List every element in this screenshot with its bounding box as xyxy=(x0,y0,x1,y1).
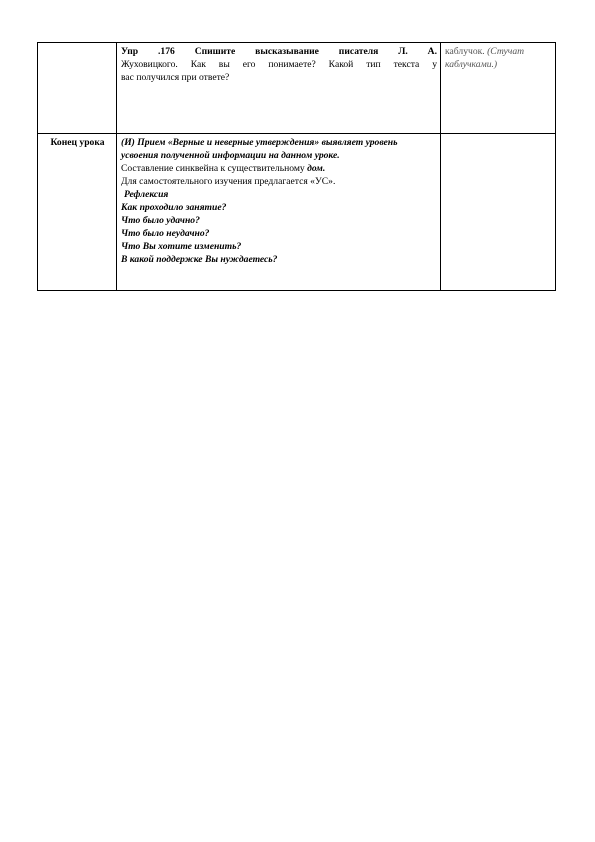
intro-bold: (И) Прием «Верные и неверные утверждения» xyxy=(121,137,320,148)
reflection-question: Как проходило занятие? xyxy=(121,202,227,213)
exercise-line-2: Жуховицкого. Как вы его понимаете? Какой тип текста у xyxy=(121,59,437,70)
note-cell xyxy=(441,43,556,134)
content-cell xyxy=(117,134,441,291)
self-study-line: Для самостоятельного изучения предлагается «УС». xyxy=(121,176,336,187)
note-plain: каблучок. xyxy=(445,46,488,57)
reflection-question: Что было удачно? xyxy=(121,215,200,226)
syncwine-line xyxy=(121,162,437,175)
stage-cell xyxy=(38,43,117,134)
exercise-line-1: Упр .176 Спишите высказывание писателя Л. А. xyxy=(121,46,437,57)
reflection-question: Что было неудачно? xyxy=(121,228,210,239)
table-row xyxy=(38,43,556,134)
note-cell xyxy=(441,134,556,291)
content-cell xyxy=(117,43,441,134)
table-row xyxy=(38,134,556,291)
reflection-question: Что Вы хотите изменить? xyxy=(121,241,242,252)
reflection-question: В какой поддержке Вы нуждаетесь? xyxy=(121,254,278,265)
syncwine-text: Составление синквейна к существительному xyxy=(121,163,308,174)
lesson-plan-table xyxy=(37,42,556,291)
stage-cell xyxy=(38,134,117,291)
reflection-title: Рефлексия xyxy=(124,189,169,200)
intro-paragraph xyxy=(121,136,437,162)
stage-label: Конец урока xyxy=(50,137,105,148)
exercise-line-3: вас получился при ответе? xyxy=(121,72,230,83)
syncwine-word: дом. xyxy=(307,163,326,174)
note-italic: (Стучат каблучками.) xyxy=(445,46,525,70)
intro-rest: выявляет уровень усвоения полученной информации на данном уроке. xyxy=(121,137,398,161)
